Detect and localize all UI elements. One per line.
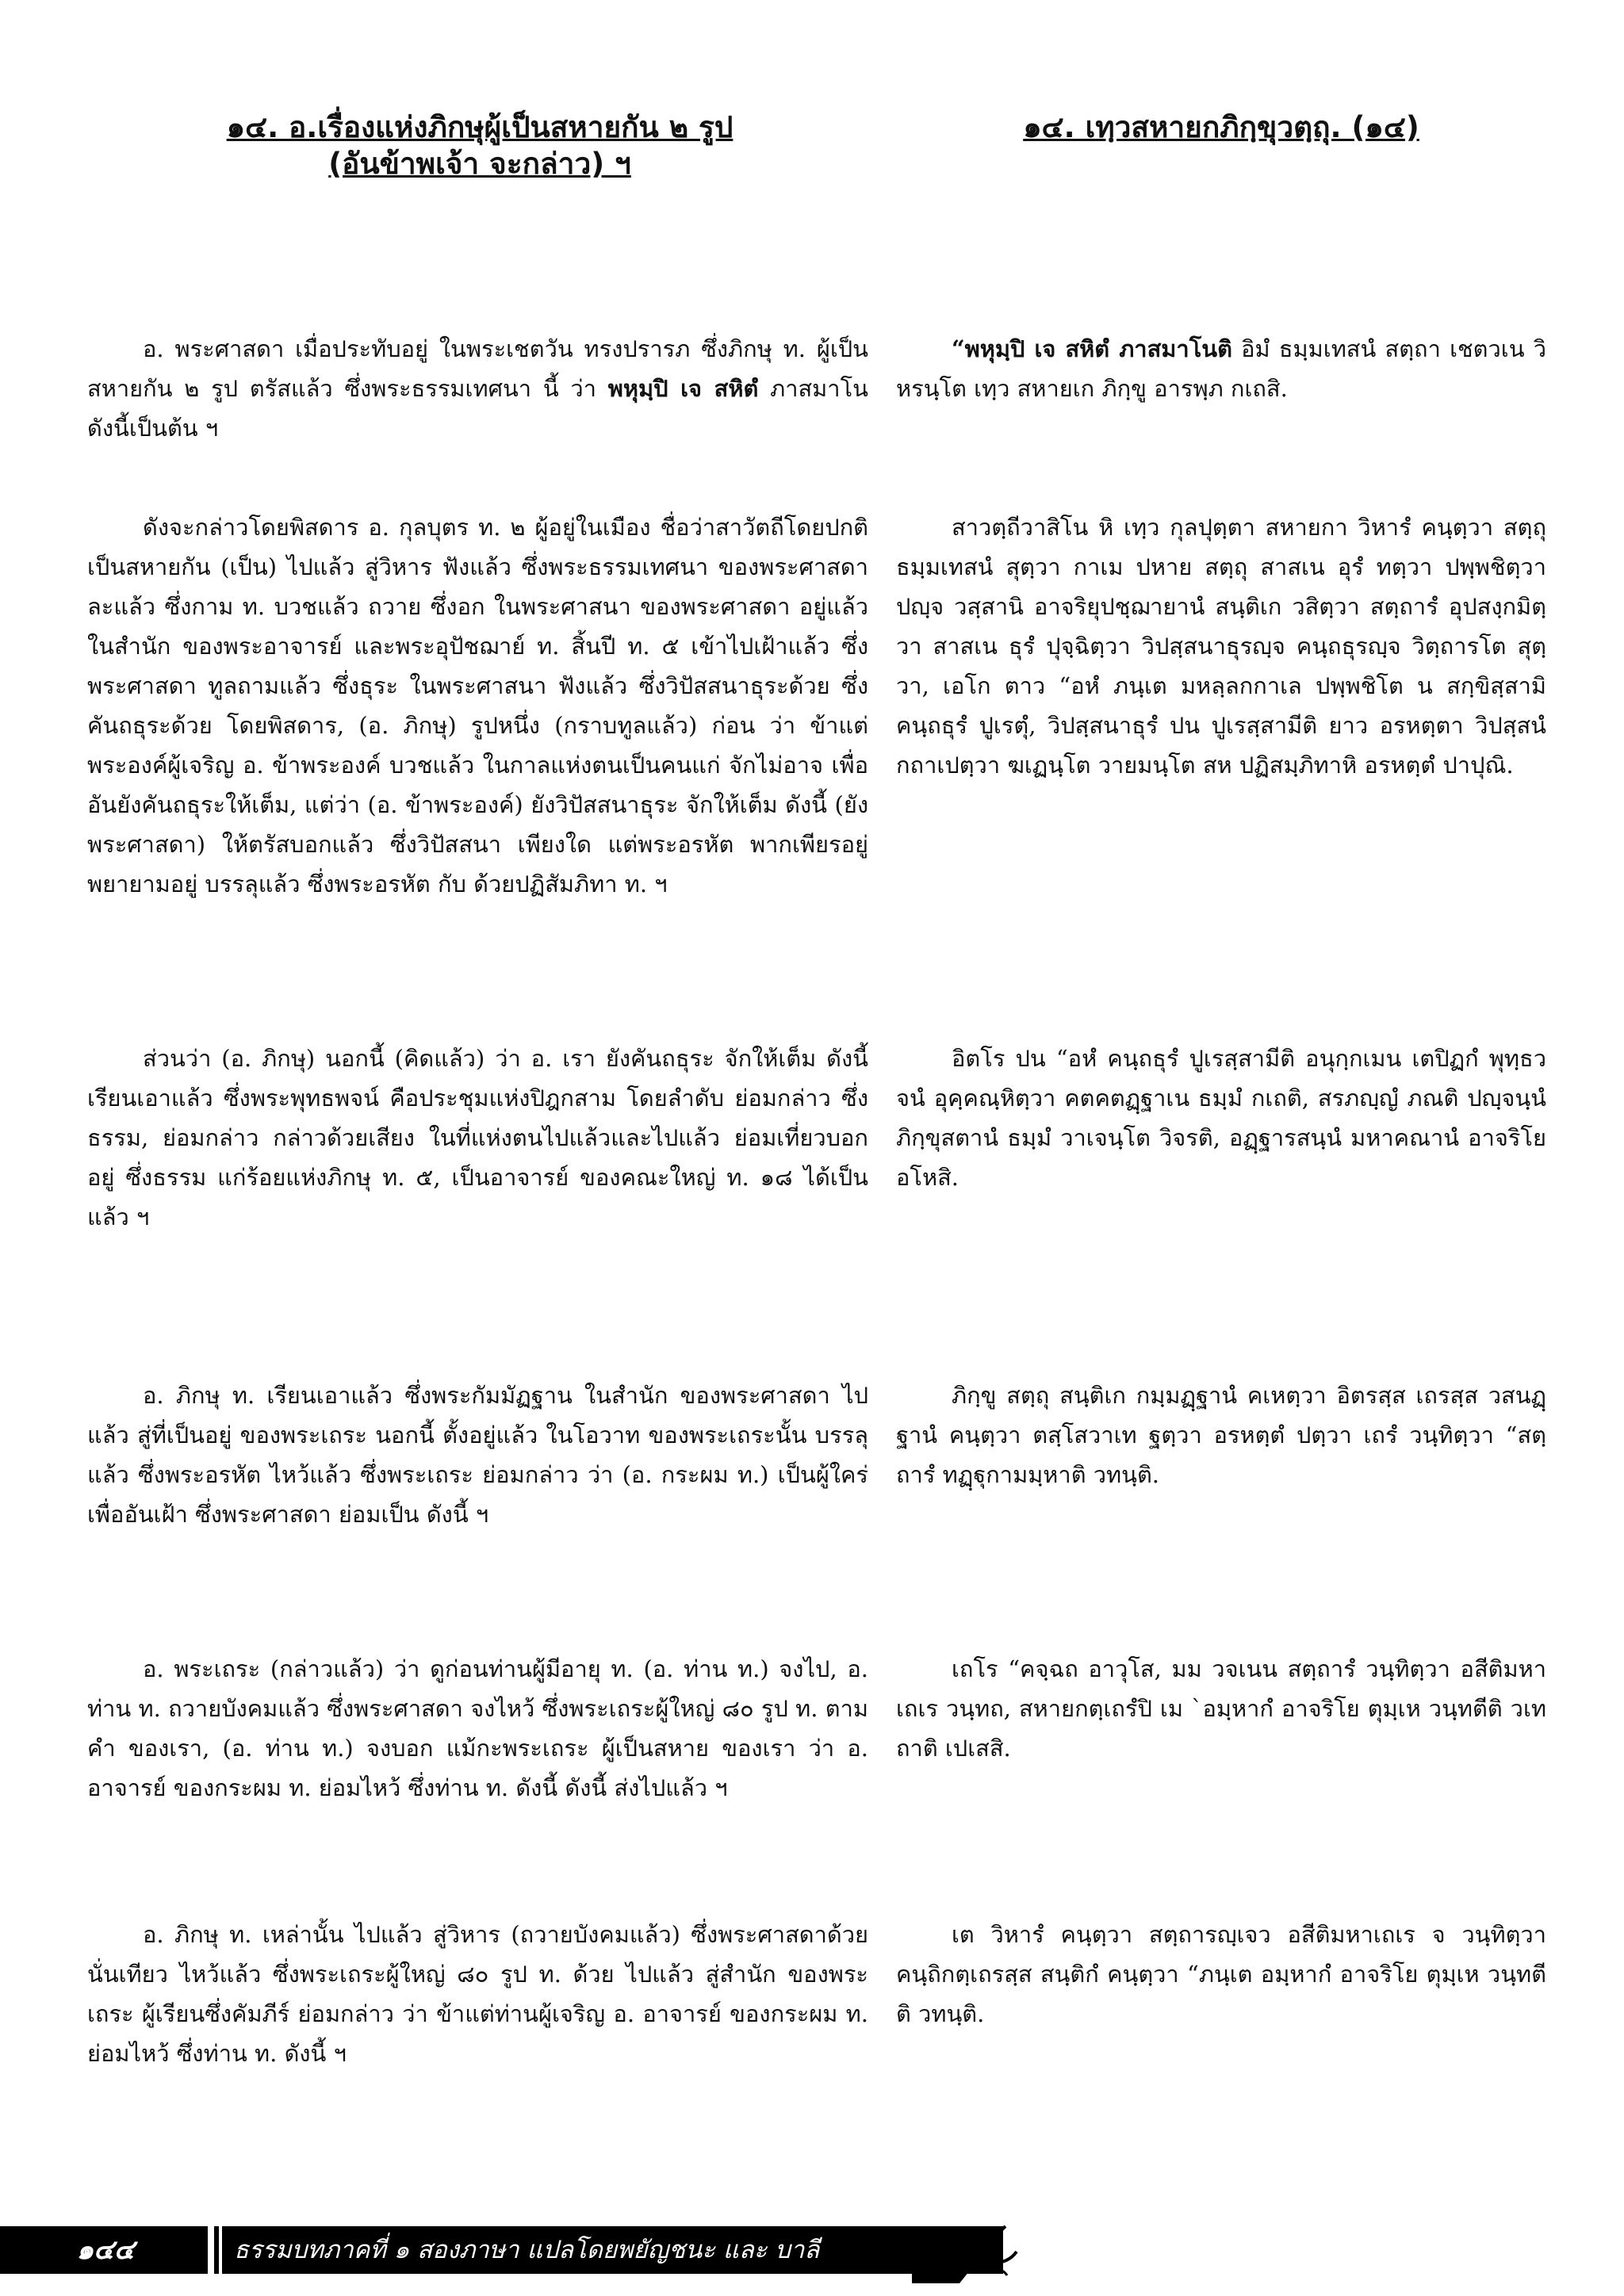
footer-divider — [208, 2226, 214, 2274]
footer-divider-thin — [219, 2226, 222, 2274]
heading-thai — [87, 109, 872, 182]
thai-paragraph-4: อ. ภิกษุ ท. เรียนเอาแล้ว ซึ่งพระกัมมัฏฐาน ในสำนัก ของพระศาสดา ไปแล้ว สู่ที่เป็นอยู่ ของพระเถระ นอกนี้ ตั้งอยู่แล้ว ในโอวาท ของพระเถระนั้น บรรลุแล้ว ซึ่งพระอรหัต ไหว้แล้ว ซึ่งพระเถระ ย่อมกล่าว ว่า (อ. กระผม ท.) เป็นผู้ใคร่เพื่ออันเฝ้า ซึ่งพระศาสดา ย่อมเป็น ดังนี้ ฯ — [87, 1382, 868, 1528]
pali-paragraph-1: “พหุมฺปิ เจ สหิตํ ภาสมาโนติ อิมํ ธมฺมเทสนํ สตฺถา เชตวเน วิหรนฺโต เทฺว สหายเก ภิกฺขู อารพฺภ กเถสิ. — [896, 335, 1547, 402]
pali-paragraph-6: เต วิหารํ คนฺตฺวา สตฺถารญฺเจว อสีติมหาเถเร จ วนฺทิตฺวา คนฺถิกตฺเถรสฺส สนฺติกํ คนฺตฺวา “ภนฺเต อมฺหากํ อาจริโย ตุมฺเห วนฺทตีติ วทนฺติ. — [896, 1921, 1546, 2027]
heading-thai-line2: (อันข้าพเจ้า จะกล่าว) ฯ — [328, 147, 631, 181]
heading-thai-line1: ๑๔. อ.เรื่องแห่งภิกษุผู้เป็นสหายกัน ๒ รูป — [226, 110, 733, 144]
pali-paragraph-2: สาวตฺถีวาสิโน หิ เทฺว กุลปุตฺตา สหายกา วิหารํ คนฺตฺวา สตฺถุ ธมฺมเทสนํ สุตฺวา กาเม ปหาย สตฺถุ สาสเน อุรํ ทตฺวา ปพฺพชิตฺวา ปญฺจ วสฺสานิ อาจริยุปชฺฌายานํ สนฺติเก วสิตฺวา สตฺถารํ อุปสงฺกมิตฺวา สาสเน ธุรํ ปุจฺฉิตฺวา วิปสฺสนาธุรญฺจ คนฺถธุรญฺจ วิตฺถารโต สุตฺวา, เอโก ตาว “อหํ ภนฺเต มหลฺลกกาเล ปพฺพชิโต น สกฺขิสฺสามิ คนฺถธุรํ ปูเรตุํ, วิปสฺสนาธุรํ ปน ปูเรสฺสามีติ ยาว อรหตฺตา วิปสฺสนํ กถาเปตฺวา ฆเฏนฺโต วายมนฺโต สห ปฏิสมฺภิทาหิ อรหตฺตํ ปาปุณิ. — [896, 514, 1546, 779]
pali-paragraph-5: เถโร “คจฺฉถ อาวุโส, มม วจเนน สตฺถารํ วนฺทิตฺวา อสีติมหาเถเร วนฺทถ, สหายกตฺเถรํปิ เม `อมฺหากํ อาจริโย ตุมฺเห วนฺทตีติ วเทถาติ เปเสสิ. — [896, 1655, 1546, 1762]
thai-paragraph-3: ส่วนว่า (อ. ภิกษุ) นอกนี้ (คิดแล้ว) ว่า อ. เรา ยังคันถธุระ จักให้เต็ม ดังนี้ เรียนเอาแล้ว ซึ่งพระพุทธพจน์ คือประชุมแห่งปิฎกสาม โดยลำดับ ย่อมกล่าว ซึ่งธรรม, ย่อมกล่าว กล่าวด้วยเสียง ในที่แห่งตนไปแล้วและไปแล้ว ย่อมเที่ยวบอกอยู่ ซึ่งธรรม แก่ร้อยแห่งภิกษุ ท. ๕, เป็นอาจารย์ ของคณะใหญ่ ท. ๑๘ ได้เป็นแล้ว ฯ — [87, 1045, 868, 1230]
pali-paragraph-4: ภิกฺขู สตฺถุ สนฺติเก กมฺมฏฺฐานํ คเหตฺวา อิตรสฺส เถรสฺส วสนฏฺฐานํ คนฺตฺวา ตสฺโสวาเท ฐตฺวา อรหตฺตํ ปตฺวา เถรํ วนฺทิตฺวา “สตฺถารํ ทฏฺฐุกามมฺหาติ วทนฺติ. — [896, 1382, 1546, 1488]
thai-paragraph-5: อ. พระเถระ (กล่าวแล้ว) ว่า ดูก่อนท่านผู้มีอายุ ท. (อ. ท่าน ท.) จงไป, อ. ท่าน ท. ถวายบังคมแล้ว ซึ่งพระศาสดา จงไหว้ ซึ่งพระเถระผู้ใหญ่ ๘๐ รูป ท. ตามคำ ของเรา, (อ. ท่าน ท.) จงบอก แม้กะพระเถระ ผู้เป็นสหาย ของเรา ว่า อ. อาจารย์ ของกระผม ท. ย่อมไหว้ ซึ่งท่าน ท. ดังนี้ ดังนี้ ส่งไปแล้ว ฯ — [87, 1655, 868, 1801]
thai-quote-bold: พหุมฺปิ เจ สหิตํ — [607, 375, 759, 402]
page-number: ๑๔๔ — [76, 2234, 135, 2266]
thai-paragraph-6: อ. ภิกษุ ท. เหล่านั้น ไปแล้ว สู่วิหาร (ถวายบังคมแล้ว) ซึ่งพระศาสดาด้วยนั่นเทียว ไหว้แล้ว ซึ่งพระเถระผู้ใหญ่ ๘๐ รูป ท. ด้วย ไปแล้ว สู่สำนัก ของพระเถระ ผู้เรียนซึ่งคัมภีร์ ย่อมกล่าว ว่า ข้าแต่ท่านผู้เจริญ อ. อาจารย์ ของกระผม ท. ย่อมไหว้ ซึ่งท่าน ท. ดังนี้ ฯ — [87, 1921, 868, 2067]
thai-paragraph-1: อ. พระศาสดา เมื่อประทับอยู่ ในพระเชตวัน ทรงปรารภ ซึ่งภิกษุ ท. ผู้เป็นสหายกัน ๒ รูป ตรัสแล้ว ซึ่งพระธรรมเทศนา นี้ ว่า พหุมฺปิ เจ สหิตํ ภาสมาโน ดังนี้เป็นต้น ฯ — [87, 335, 868, 442]
heading-pali: ๑๔. เทฺวสหายกภิกฺขุวตฺถุ. (๑๔) — [1023, 110, 1419, 144]
footer-book-title: ธรรมบทภาคที่ ๑ สองภาษา แปลโดยพยัญชนะ และ บาลี — [234, 2236, 820, 2264]
pali-paragraph-3: อิตโร ปน “อหํ คนฺถธุรํ ปูเรสฺสามีติ อนุกฺกเมน เตปิฏกํ พุทฺธวจนํ อุคฺคณฺหิตฺวา คตคตฏฺฐาเน ธมฺมํ กเถติ, สรภญฺญํ ภณติ ปญฺจนฺนํ ภิกฺขุสตานํ ธมฺมํ วาเจนฺโต วิจรติ, อฏฺฐารสนฺนํ มหาคณานํ อาจริโย อโหสิ. — [896, 1045, 1546, 1191]
pali-quote-bold: “พหุมฺปิ เจ สหิตํ ภาสมาโนติ — [952, 335, 1232, 362]
footer-flourish-icon — [912, 2196, 1023, 2283]
thai-paragraph-2: ดังจะกล่าวโดยพิสดาร อ. กุลบุตร ท. ๒ ผู้อยู่ในเมือง ชื่อว่าสาวัตถีโดยปกติ เป็นสหายกัน (เป็น) ไปแล้ว สู่วิหาร ฟังแล้ว ซึ่งพระธรรมเทศนา ของพระศาสดา ละแล้ว ซึ่งกาม ท. บวชแล้ว ถวาย ซึ่งอก ในพระศาสนา ของพระศาสดา อยู่แล้ว ในสำนัก ของพระอาจารย์ และพระอุปัชฌาย์ ท. สิ้นปี ท. ๕ เข้าไปเฝ้าแล้ว ซึ่งพระศาสดา ทูลถามแล้ว ซึ่งธุระ ในพระศาสนา ฟังแล้ว ซึ่งวิปัสสนาธุระด้วย ซึ่งคันถธุระด้วย โดยพิสดาร, (อ. ภิกษุ) รูปหนึ่ง (กราบทูลแล้ว) ก่อน ว่า ข้าแต่พระองค์ผู้เจริญ อ. ข้าพระองค์ บวชแล้ว ในกาลแห่งตนเป็นคนแก่ จักไม่อาจ เพื่ออันยังคันถธุระให้เต็ม, แต่ว่า (อ. ข้าพระองค์) ยังวิปัสสนาธุระ จักให้เต็ม ดังนี้ (ยังพระศาสดา) ให้ตรัสบอกแล้ว ซึ่งวิปัสสนา เพียงใด แต่พระอรหัต พากเพียรอยู่ พยายามอยู่ บรรลุแล้ว ซึ่งพระอรหัต กับ ด้วยปฏิสัมภิทา ท. ฯ — [87, 514, 868, 897]
